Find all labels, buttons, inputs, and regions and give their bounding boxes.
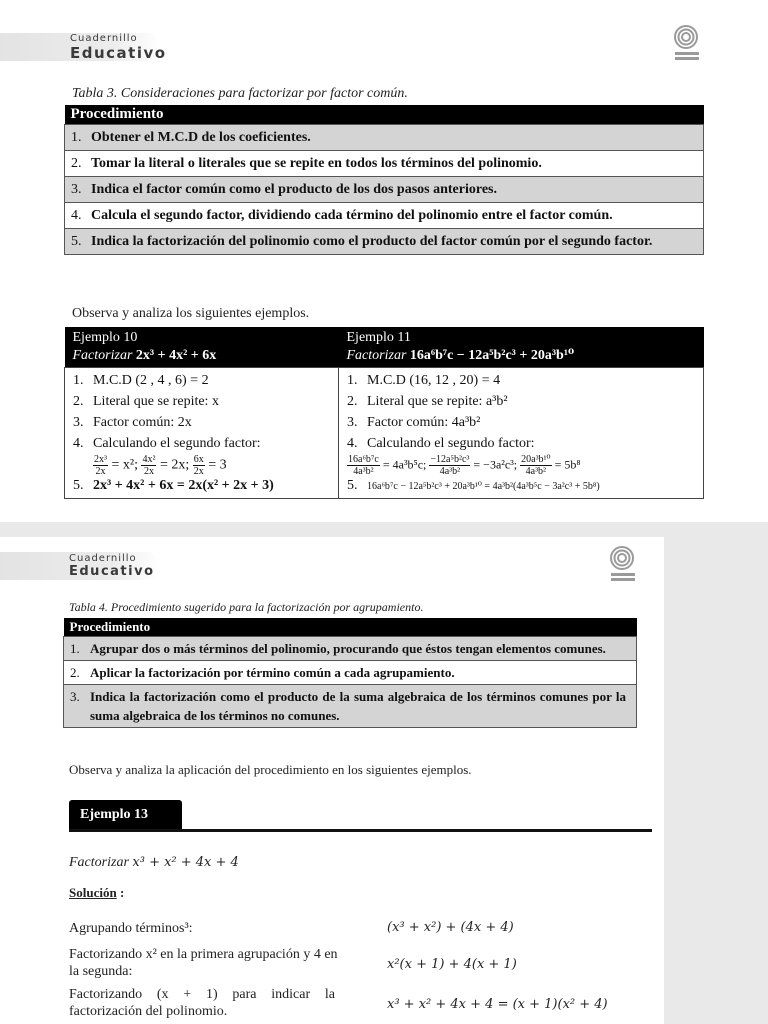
example-line: 1. M.C.D (16, 12 , 20) = 4	[347, 373, 501, 388]
step-row: 1. Obtener el M.C.D de los coeficientes.	[65, 125, 704, 151]
example-line: 3. Factor común: 4a³b²	[347, 415, 481, 430]
example-11-body	[339, 368, 704, 499]
example-line: 5. 2x³ + 4x² + 6x = 2x(x² + 2x + 3)	[73, 478, 274, 493]
spiral-logo-icon	[672, 24, 702, 64]
step-expression: x³ + x² + 4x + 4 = (x + 1)(x² + 4)	[387, 997, 608, 1012]
page-two	[0, 537, 664, 1024]
step-label: Agrupando términos³:	[69, 921, 193, 936]
step-row: 2. Aplicar la factorización por término común a cada agrupamiento.	[64, 661, 637, 685]
fraction-line: $\frac{\text{2x³}}{2x}$ = x²; $\frac{\text{4x²}}{2x}$ = 2x; $\frac{6x}{2x}$ = 3	[94, 454, 227, 477]
example-line: 1. M.C.D (2 , 4 , 6) = 2	[73, 373, 209, 388]
example-13-tab: Ejemplo 13	[69, 800, 182, 830]
example-10-prefix: Factorizar	[72, 348, 133, 363]
spiral-logo-icon	[608, 545, 638, 585]
procedure-table	[63, 618, 637, 728]
example-11-header	[339, 327, 704, 368]
solution-colon: :	[120, 885, 125, 900]
procedure-table	[64, 105, 704, 255]
example-10-expr: 2x³ + 4x² + 6x	[135, 348, 217, 363]
fraction-line: $\frac{\text{16a⁶b⁷c}}{\text{4a³b²}}$ = 4a³b⁵c; $\frac{\text{−12a⁵b²c³}}{\text{4a³b²}}$ = −3a²c³; $\frac{\text{20a³b¹⁰}}{\text{4a³b²}}$ = 5b⁸	[348, 454, 581, 477]
example-11-prefix: Factorizar	[346, 348, 407, 363]
example-line: 2. Literal que se repite: a³b²	[347, 394, 508, 409]
step-row: 3. Indica la factorización como el producto de la suma algebraica de los términos comunes por la suma algebraica de los términos no comunes.	[64, 685, 637, 728]
intro-text: Observa y analiza la aplicación del procedimiento en los siguientes ejemplos.	[69, 762, 472, 777]
table-caption: Tabla 3. Consideraciones para factorizar por factor común.	[72, 86, 408, 101]
example-line: 2. Literal que se repite: x	[73, 394, 219, 409]
example-line: 5. 16a⁶b⁷c − 12a⁵b²c³ + 20a³b¹⁰ = 4a³b²(4a³b⁵c − 3a²c³ + 5b⁸)	[347, 478, 600, 493]
brand-title: Educativo	[70, 44, 167, 62]
example-10-header	[65, 327, 339, 368]
step-row: 4. Calcula el segundo factor, dividiendo cada término del polinomio entre el factor común.	[65, 203, 704, 229]
example-divider	[69, 829, 652, 832]
step-row: 3. Indica el factor común como el producto de los dos pasos anteriores.	[65, 177, 704, 203]
factorizar-expr: x³ + x² + 4x + 4	[132, 855, 239, 870]
brand-small: Cuadernillo	[70, 33, 138, 44]
brand-small: Cuadernillo	[69, 553, 137, 564]
examples-table	[64, 327, 704, 499]
step-label: Factorizando x² en la primera agrupación y 4 en la segunda:	[69, 947, 338, 979]
step-row: 5. Indica la factorización del polinomio como el producto del factor común por el segundo factor.	[65, 229, 704, 255]
step-row: 1. Agrupar dos o más términos del polinomio, procurando que éstos tengan elementos comunes.	[64, 637, 637, 661]
solution-heading: Solución	[69, 885, 117, 900]
example-10-title: Ejemplo 10	[72, 330, 138, 345]
example-10-body	[65, 368, 339, 499]
factorizar-line	[69, 855, 239, 871]
example-line: 3. Factor común: 2x	[73, 415, 192, 430]
step-label: Factorizando (x + 1) para indicar la factorización del polinomio.	[69, 987, 335, 1019]
example-line: 4. Calculando el segundo factor:	[347, 436, 535, 451]
table-header: Procedimiento	[65, 105, 704, 125]
table-caption: Tabla 4. Procedimiento sugerido para la factorización por agrupamiento.	[69, 600, 424, 614]
brand-title: Educativo	[69, 564, 155, 579]
intro-text: Observa y analiza los siguientes ejemplos.	[72, 306, 310, 321]
table-header: Procedimiento	[64, 618, 637, 637]
factorizar-prefix: Factorizar	[69, 855, 129, 870]
example-11-expr: 16a⁶b⁷c − 12a⁵b²c³ + 20a³b¹⁰	[409, 348, 575, 363]
step-expression: x²(x + 1) + 4(x + 1)	[387, 957, 517, 972]
example-11-title: Ejemplo 11	[346, 330, 411, 345]
step-row: 2. Tomar la literal o literales que se repite en todos los términos del polinomio.	[65, 151, 704, 177]
step-expression: (x³ + x²) + (4x + 4)	[387, 920, 514, 935]
example-line: 4. Calculando el segundo factor:	[73, 436, 261, 451]
